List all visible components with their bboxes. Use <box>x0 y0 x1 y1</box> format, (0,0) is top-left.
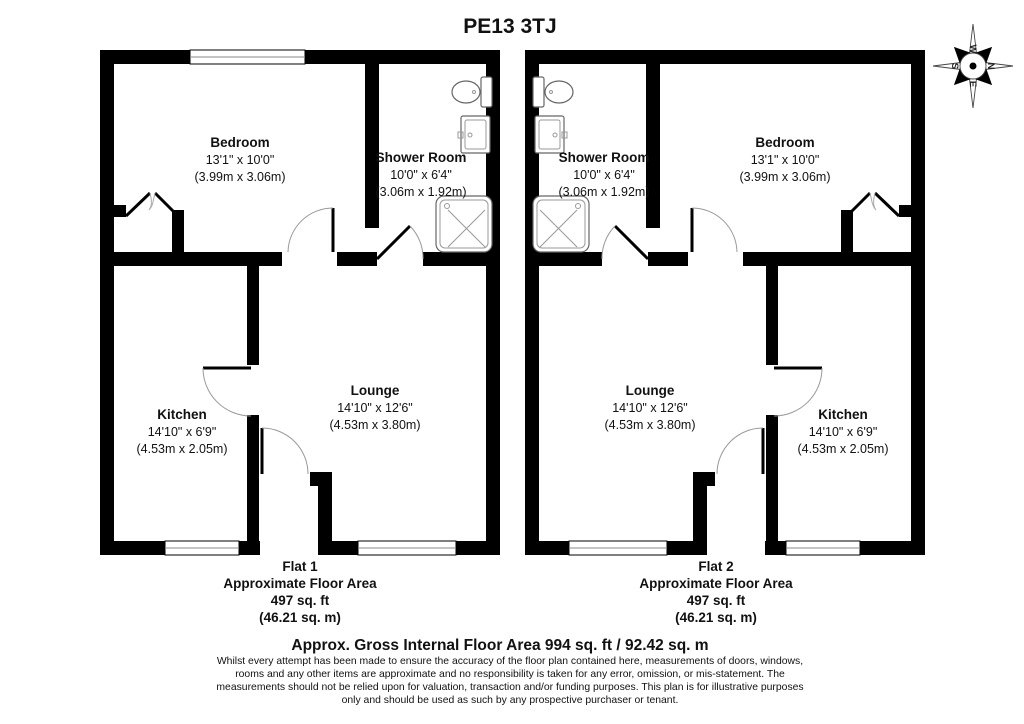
flat-name: Flat 2 <box>698 559 734 574</box>
room-size-metric: (3.99m x 3.06m) <box>739 170 831 184</box>
flat2-structure <box>525 50 925 555</box>
flat1-structure <box>100 50 500 555</box>
disclaimer-line: only and should be used as such by any prospective purchaser or tenant. <box>341 695 679 706</box>
room-size-imperial: 14'10" x 6'9" <box>147 425 217 439</box>
footer <box>216 637 803 706</box>
room-size-metric: (4.53m x 2.05m) <box>797 442 889 456</box>
room-name: Bedroom <box>210 135 270 150</box>
room-name: Lounge <box>350 383 400 398</box>
flat2-bedroom-label <box>739 135 830 184</box>
compass-south-label: S <box>949 62 960 70</box>
room-size-imperial: 13'1" x 10'0" <box>750 153 820 167</box>
page-title: PE13 3TJ <box>463 15 557 38</box>
room-size-metric: (4.53m x 2.05m) <box>136 442 228 456</box>
room-size-imperial: 13'1" x 10'0" <box>205 153 275 167</box>
room-size-metric: (3.06m x 1.92m) <box>558 185 650 199</box>
flat2-kitchen-label <box>797 407 888 456</box>
room-size-imperial: 10'0" x 6'4" <box>390 168 452 182</box>
flat1-shower-room-label <box>375 150 466 199</box>
flat2-shower-room-label <box>558 150 649 199</box>
room-size-imperial: 14'10" x 12'6" <box>337 401 413 415</box>
total-floor-area: Approx. Gross Internal Floor Area 994 sq. ft / 92.42 sq. m <box>291 637 709 654</box>
flat-area-ft: 497 sq. ft <box>686 593 746 608</box>
flat2-top-wall <box>525 50 925 64</box>
flat1-bedroom-label <box>194 135 285 184</box>
room-name: Shower Room <box>375 150 467 165</box>
flat-area-m: (46.21 sq. m) <box>259 610 341 625</box>
flat-area-ft: 497 sq. ft <box>270 593 330 608</box>
flat-area-title: Approximate Floor Area <box>223 576 377 591</box>
compass-north-label: N <box>985 62 996 70</box>
disclaimer-line: Whilst every attempt has been made to ensure the accuracy of the floor plan contained here, measurements of doors, windows, <box>216 656 804 667</box>
compass-west-label: W <box>967 44 978 54</box>
flat1-top-wall <box>100 50 500 64</box>
room-size-metric: (4.53m x 3.80m) <box>604 418 696 432</box>
disclaimer-line: rooms and any other items are approximate and no responsibility is taken for any error, omission, or mis-statement. The <box>235 669 785 680</box>
room-size-imperial: 10'0" x 6'4" <box>573 168 635 182</box>
room-size-imperial: 14'10" x 6'9" <box>808 425 878 439</box>
flat1-lounge-label <box>329 383 420 432</box>
room-size-metric: (4.53m x 3.80m) <box>329 418 421 432</box>
compass-rose <box>933 24 1013 108</box>
room-name: Kitchen <box>818 407 868 422</box>
room-size-imperial: 14'10" x 12'6" <box>612 401 688 415</box>
flat-name: Flat 1 <box>282 559 318 574</box>
room-name: Kitchen <box>157 407 207 422</box>
compass-east-label: E <box>967 80 978 88</box>
flat1-kitchen-label <box>136 407 227 456</box>
room-name: Lounge <box>625 383 675 398</box>
room-size-metric: (3.99m x 3.06m) <box>194 170 286 184</box>
disclaimer-line: measurements should not be relied upon for valuation, transaction and/or funding purposes. This plan is for illustrative purposes <box>216 682 804 693</box>
room-size-metric: (3.06m x 1.92m) <box>375 185 467 199</box>
flat1-area-label <box>223 559 377 625</box>
flat2-area-label <box>639 559 793 625</box>
room-name: Shower Room <box>558 150 650 165</box>
flat2-lounge-label <box>604 383 695 432</box>
room-name: Bedroom <box>755 135 815 150</box>
flat-area-m: (46.21 sq. m) <box>675 610 757 625</box>
flat-area-title: Approximate Floor Area <box>639 576 793 591</box>
